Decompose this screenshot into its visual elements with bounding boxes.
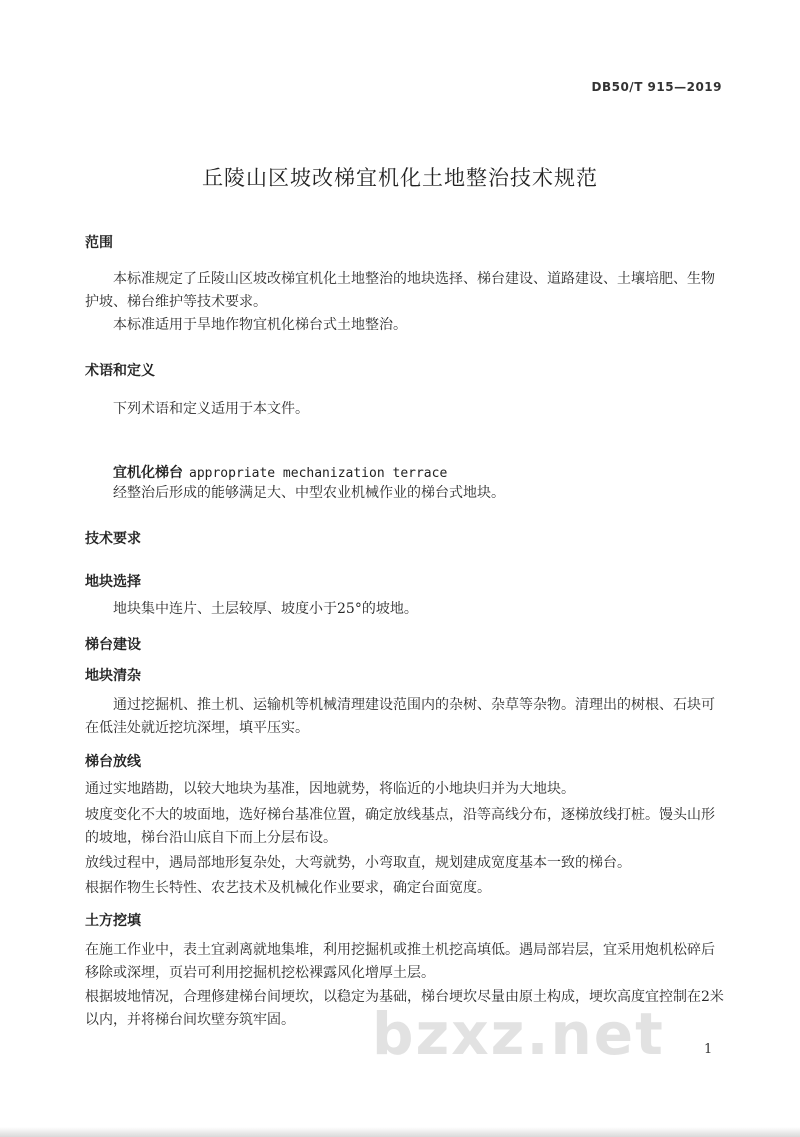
- scope-paragraph-2: 本标准适用于旱地作物宜机化梯台式土地整治。: [113, 317, 407, 333]
- page-bottom-edge: [0, 1127, 800, 1137]
- layout-paragraph-3: 放线过程中，遇局部地形复杂处，大弯就势，小弯取直，规划建成宽度基本一致的梯台。: [85, 855, 631, 871]
- term-english: appropriate mechanization terrace: [189, 466, 448, 481]
- subsection-heading-site: 地块选择: [85, 574, 141, 590]
- layout-paragraph-4: 根据作物生长特性、农艺技术及机械化作业要求，确定台面宽度。: [85, 880, 491, 896]
- watermark: bzxz.net: [372, 1000, 665, 1068]
- subsection-heading-terrace: 梯台建设: [85, 637, 141, 653]
- subsection-heading-layout: 梯台放线: [85, 754, 141, 770]
- subsection-heading-earthwork: 土方挖填: [85, 913, 141, 929]
- term-definition: 经整治后形成的能够满足大、中型农业机械作业的梯台式地块。: [113, 485, 505, 501]
- site-paragraph: 地块集中连片、土层较厚、坡度小于25°的坡地。: [113, 601, 418, 617]
- document-number: DB50/T 915—2019: [591, 80, 722, 94]
- term-chinese: 宜机化梯台: [113, 465, 183, 481]
- clearing-paragraph: 通过挖掘机、推土机、运输机等机械清理建设范围内的杂树、杂草等杂物。清理出的树根、石块可在低洼处就近挖坑深埋，填平压实。: [85, 697, 715, 736]
- layout-paragraph-1: 通过实地踏勘，以较大地块为基准，因地就势，将临近的小地块归并为大地块。: [85, 781, 575, 797]
- section-heading-terms: 术语和定义: [85, 363, 155, 379]
- section-heading-scope: 范围: [85, 235, 113, 251]
- scope-paragraph-1: 本标准规定了丘陵山区坡改梯宜机化土地整治的地块选择、梯台建设、道路建设、土壤培肥、生物护坡、梯台维护等技术要求。: [85, 271, 715, 310]
- document-title: 丘陵山区坡改梯宜机化土地整治技术规范: [202, 166, 598, 190]
- section-heading-tech: 技术要求: [85, 531, 141, 547]
- subsection-heading-clearing: 地块清杂: [85, 668, 141, 684]
- terms-intro: 下列术语和定义适用于本文件。: [113, 401, 309, 417]
- earthwork-paragraph-2: 根据坡地情况，合理修建梯台间埂坎，以稳定为基础，梯台埂坎尽量由原土构成，埂坎高度宜控制在2米以内，并将梯台间坎壁夯筑牢固。: [85, 989, 724, 1028]
- term-entry: [113, 462, 447, 482]
- earthwork-paragraph-1: 在施工作业中，表土宜剥离就地集堆，利用挖掘机或推土机挖高填低。遇局部岩层，宜采用炮机松碎后移除或深埋，页岩可利用挖掘机挖松裸露风化增厚土层。: [85, 942, 715, 981]
- layout-paragraph-2: 坡度变化不大的坡面地，选好梯台基准位置，确定放线基点，沿等高线分布，逐梯放线打桩。馒头山形的坡地，梯台沿山底自下而上分层布设。: [85, 807, 715, 846]
- page-number: 1: [704, 1042, 713, 1057]
